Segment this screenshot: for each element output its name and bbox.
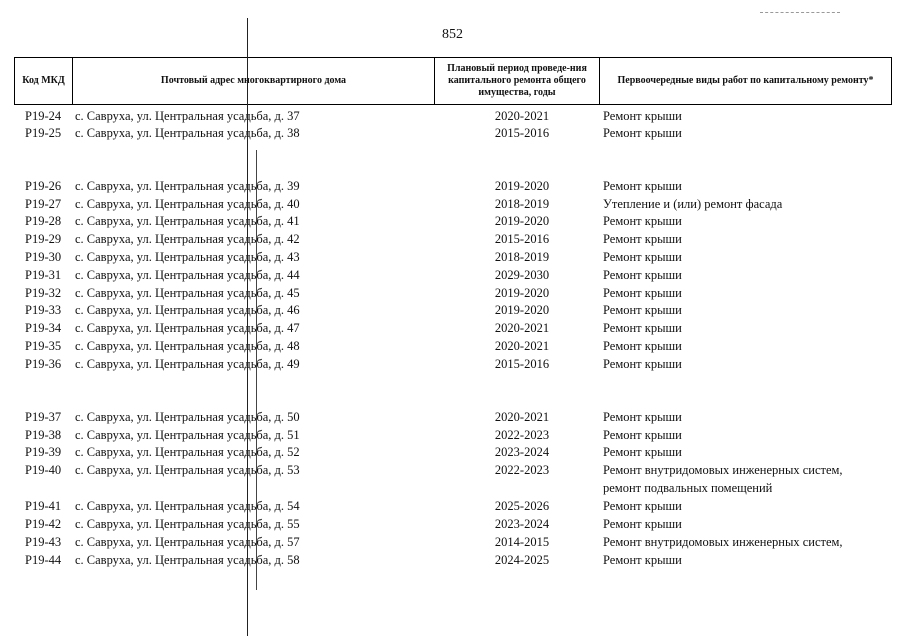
table-row	[0, 248, 905, 266]
cell-address: с. Савруха, ул. Центральная усадьба, д. 41	[75, 214, 300, 228]
table-row	[0, 177, 905, 195]
cell-period: 2018-2019	[494, 197, 550, 211]
cell-work: Ремонт крыши	[603, 232, 682, 246]
cell-code: Р19-31	[25, 268, 62, 282]
cell-period: 2029-2030	[494, 268, 550, 282]
header-address: Почтовый адрес многоквартирного дома	[73, 58, 435, 104]
cell-period: 2023-2024	[494, 445, 550, 459]
scan-fold-line-secondary	[256, 150, 257, 590]
cell-address: с. Савруха, ул. Центральная усадьба, д. 37	[75, 109, 300, 123]
cell-address: с. Савруха, ул. Центральная усадьба, д. 49	[75, 357, 300, 371]
table-row	[0, 212, 905, 230]
table-row	[0, 355, 905, 373]
cell-code: Р19-38	[25, 428, 62, 442]
cell-work: Ремонт крыши	[603, 321, 682, 335]
cell-code: Р19-44	[25, 553, 62, 567]
cell-work: Ремонт крыши	[603, 109, 682, 123]
cell-code: Р19-28	[25, 214, 62, 228]
cell-work-line1: Ремонт внутридомовых инженерных систем,	[603, 463, 843, 477]
cell-code: Р19-39	[25, 445, 62, 459]
scan-mark	[760, 12, 840, 13]
table-row	[0, 124, 905, 142]
cell-code: Р19-34	[25, 321, 62, 335]
table-row	[0, 284, 905, 302]
table-row	[0, 266, 905, 284]
cell-period: 2018-2019	[494, 250, 550, 264]
cell-work: Ремонт крыши	[603, 268, 682, 282]
cell-work: Ремонт крыши	[603, 499, 682, 513]
scan-fold-line	[247, 18, 248, 636]
cell-period: 2020-2021	[494, 339, 550, 353]
cell-address: с. Савруха, ул. Центральная усадьба, д. 48	[75, 339, 300, 353]
cell-code: Р19-27	[25, 197, 62, 211]
cell-code: Р19-33	[25, 303, 62, 317]
table-row	[0, 301, 905, 319]
table-row	[0, 426, 905, 444]
cell-work: Ремонт крыши	[603, 250, 682, 264]
cell-address: с. Савруха, ул. Центральная усадьба, д. 46	[75, 303, 300, 317]
table-row	[0, 443, 905, 461]
cell-work: Утепление и (или) ремонт фасада	[603, 197, 783, 211]
table-row	[0, 337, 905, 355]
cell-work-line2: ремонт подвальных помещений	[603, 481, 773, 495]
cell-address: с. Савруха, ул. Центральная усадьба, д. 55	[75, 517, 300, 531]
table-row	[0, 497, 905, 515]
table-row	[0, 195, 905, 213]
table-row	[0, 461, 905, 497]
cell-code: Р19-40	[25, 463, 62, 477]
cell-address: с. Савруха, ул. Центральная усадьба, д. 57	[75, 535, 300, 549]
cell-address: с. Савруха, ул. Центральная усадьба, д. 40	[75, 197, 300, 211]
table-row	[0, 551, 905, 569]
table-row	[0, 408, 905, 426]
table-row	[0, 107, 905, 125]
cell-period: 2020-2021	[494, 109, 550, 123]
cell-address: с. Савруха, ул. Центральная усадьба, д. 54	[75, 499, 300, 513]
cell-address: с. Савруха, ул. Центральная усадьба, д. 44	[75, 268, 300, 282]
cell-work: Ремонт крыши	[603, 428, 682, 442]
cell-code: Р19-30	[25, 250, 62, 264]
cell-work: Ремонт внутридомовых инженерных систем,	[603, 535, 843, 549]
cell-period: 2014-2015	[494, 535, 550, 549]
cell-period: 2015-2016	[494, 126, 550, 140]
cell-period: 2019-2020	[494, 214, 550, 228]
cell-period: 2019-2020	[494, 179, 550, 193]
table-row	[0, 230, 905, 248]
cell-code: Р19-43	[25, 535, 62, 549]
cell-code: Р19-35	[25, 339, 62, 353]
cell-code: Р19-32	[25, 286, 62, 300]
cell-work: Ремонт крыши	[603, 339, 682, 353]
cell-address: с. Савруха, ул. Центральная усадьба, д. 43	[75, 250, 300, 264]
cell-period: 2022-2023	[494, 428, 550, 442]
cell-code: Р19-41	[25, 499, 62, 513]
cell-period: 2020-2021	[494, 410, 550, 424]
cell-work: Ремонт крыши	[603, 553, 682, 567]
cell-address: с. Савруха, ул. Центральная усадьба, д. 58	[75, 553, 300, 567]
cell-period: 2023-2024	[494, 517, 550, 531]
cell-address: с. Савруха, ул. Центральная усадьба, д. 45	[75, 286, 300, 300]
cell-period: 2019-2020	[494, 286, 550, 300]
cell-work: Ремонт крыши	[603, 214, 682, 228]
cell-code: Р19-42	[25, 517, 62, 531]
cell-work	[603, 461, 843, 497]
page-number: 852	[442, 27, 463, 42]
cell-code: Р19-29	[25, 232, 62, 246]
cell-period: 2024-2025	[494, 553, 550, 567]
cell-work: Ремонт крыши	[603, 286, 682, 300]
cell-address: с. Савруха, ул. Центральная усадьба, д. 38	[75, 126, 300, 140]
table-row	[0, 533, 905, 551]
cell-address: с. Савруха, ул. Центральная усадьба, д. 39	[75, 179, 300, 193]
cell-address: с. Савруха, ул. Центральная усадьба, д. 53	[75, 463, 300, 477]
cell-address: с. Савруха, ул. Центральная усадьба, д. 51	[75, 428, 300, 442]
header-period: Плановый период проведе-ния капитального ремонта общего имущества, годы	[435, 58, 600, 104]
table-row	[0, 515, 905, 533]
cell-work: Ремонт крыши	[603, 303, 682, 317]
cell-period: 2020-2021	[494, 321, 550, 335]
table-row	[0, 319, 905, 337]
cell-work: Ремонт крыши	[603, 126, 682, 140]
cell-code: Р19-37	[25, 410, 62, 424]
cell-period: 2025-2026	[494, 499, 550, 513]
cell-period: 2022-2023	[494, 463, 550, 477]
cell-period: 2015-2016	[494, 357, 550, 371]
cell-work: Ремонт крыши	[603, 445, 682, 459]
cell-code: Р19-26	[25, 179, 62, 193]
table-header	[14, 57, 892, 105]
cell-address: с. Савруха, ул. Центральная усадьба, д. 52	[75, 445, 300, 459]
header-code: Код МКД	[15, 58, 73, 104]
cell-work: Ремонт крыши	[603, 357, 682, 371]
cell-address: с. Савруха, ул. Центральная усадьба, д. 42	[75, 232, 300, 246]
cell-work: Ремонт крыши	[603, 517, 682, 531]
cell-code: Р19-24	[25, 109, 62, 123]
cell-period: 2015-2016	[494, 232, 550, 246]
cell-address: с. Савруха, ул. Центральная усадьба, д. 50	[75, 410, 300, 424]
cell-work: Ремонт крыши	[603, 179, 682, 193]
header-works: Первоочередные виды работ по капитальному ремонту*	[617, 75, 874, 86]
cell-code: Р19-25	[25, 126, 62, 140]
cell-period: 2019-2020	[494, 303, 550, 317]
cell-code: Р19-36	[25, 357, 62, 371]
cell-work: Ремонт крыши	[603, 410, 682, 424]
cell-address: с. Савруха, ул. Центральная усадьба, д. 47	[75, 321, 300, 335]
